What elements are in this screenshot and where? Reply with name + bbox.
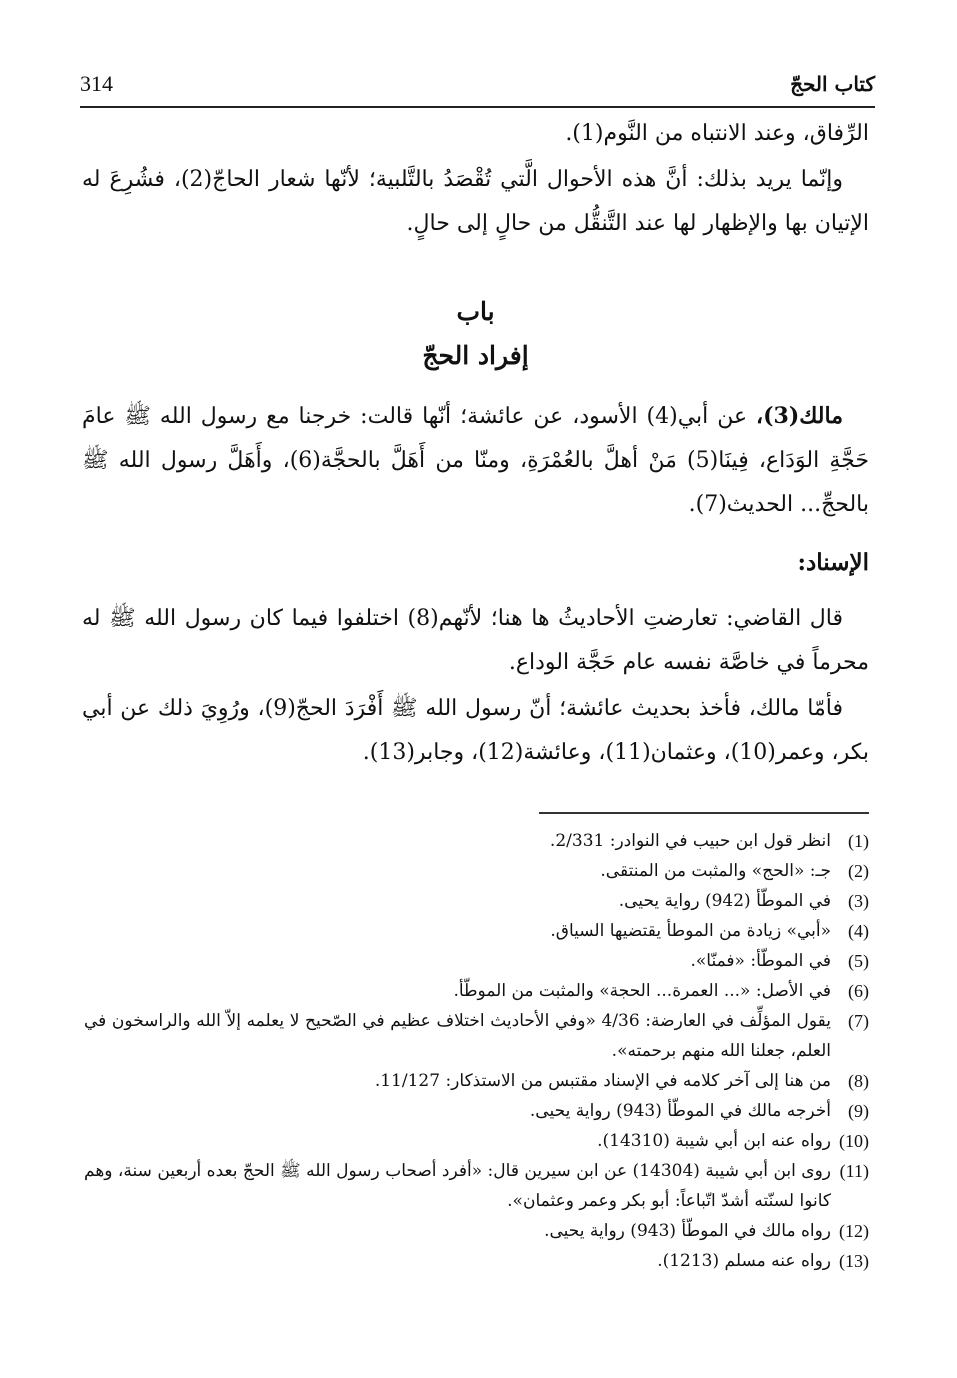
page-number: 314 (80, 71, 113, 96)
footnote-text: رواه عنه ابن أبي شيبة (14310). (597, 1131, 831, 1151)
hadith-lead: مالك(3)، (756, 403, 843, 429)
footnote-number: (9) (848, 1101, 869, 1121)
footnote-text: روى ابن أبي شيبة (14304) عن ابن سيرين قال: «أفرد أصحاب رسول الله ﷺ الحجّ بعده أربعين سنة، وهم كانوا لسنّته أشدّ اتّباعاً: أبو بكر وعمر وعثمان». (84, 1161, 831, 1211)
footnotes (84, 826, 869, 1276)
footnote-text: في الموطّأ: «فمنّا». (690, 951, 831, 971)
footnote-number: (1) (848, 831, 869, 851)
footnote (84, 1156, 869, 1216)
chapter-word: باب (456, 297, 495, 326)
footnote (84, 826, 869, 856)
footnote (84, 1006, 869, 1066)
footnote-number: (11) (839, 1161, 869, 1181)
footnote (84, 1126, 869, 1156)
footnote-number: (7) (848, 1011, 869, 1031)
footnote-text: «أبي» زيادة من الموطأ يقتضيها السياق. (550, 921, 831, 941)
footnote-number: (10) (839, 1131, 869, 1151)
footnote-text: جـ: «الحج» والمثبت من المنتقى. (600, 861, 831, 881)
footnote-text: أخرجه مالك في الموطّأ (943) رواية يحيى. (529, 1101, 831, 1121)
section-heading-isnad: الإسناد: (797, 549, 869, 576)
footnote (84, 1096, 869, 1126)
footnote-number: (2) (848, 861, 869, 881)
paragraph-talbiya: وإنّما يريد بذلك: أنَّ هذه الأحوال الَّتي تُقْصَدُ بالتَّلبية؛ لأنّها شعار الحاجّ(2)، فشُرِعَ له الإتيان بها والإظهار لها عند التَّنقُّل من حالٍ إلى حالٍ. (82, 167, 869, 236)
footnote-number: (6) (848, 981, 869, 1001)
hadith-text: عن أبي(4) الأسود، عن عائشة؛ أنّها قالت: خرجنا مع رسول الله ﷺ عامَ حَجَّةِ الوَدَاع، فِينَا(5) مَنْ أهلَّ بالعُمْرَةِ، ومنّا من أَهَلَّ بالحجَّة(6)، وأَهَلَّ رسول الله ﷺ بالحجِّ... الحديث(7). (82, 404, 869, 517)
running-header (80, 62, 875, 108)
book-title: كتاب الحجّ (790, 72, 875, 96)
hadith-paragraph (82, 394, 869, 527)
footnote-number: (12) (839, 1221, 869, 1241)
footnote (84, 856, 869, 886)
footnote (84, 946, 869, 976)
footnote-number: (8) (848, 1071, 869, 1091)
footnote-number: (3) (848, 891, 869, 911)
footnote-text: رواه عنه مسلم (1213). (657, 1251, 831, 1271)
footnote-number: (4) (848, 921, 869, 941)
footnote-text: من هنا إلى آخر كلامه في الإسناد مقتبس من الاستذكار: 11/127. (374, 1071, 831, 1091)
paragraph-malik: فأمّا مالك، فأخذ بحديث عائشة؛ أنّ رسول الله ﷺ أَفْرَدَ الحجّ(9)، ورُوِيَ ذلك عن أبي بكر، وعمر(10)، وعثمان(11)، وعائشة(12)، وجابر(13). (82, 696, 869, 765)
paragraph-qadi: قال القاضي: تعارضتِ الأحاديثُ ها هنا؛ لأنّهم(8) اختلفوا فيما كان رسول الله ﷺ له محرماً في خاصَّة نفسه عام حَجَّة الوداع. (82, 606, 869, 675)
footnote (84, 916, 869, 946)
footnote-number: (5) (848, 951, 869, 971)
footnote-text: انظر قول ابن حبيب في النوادر: 2/331. (549, 831, 831, 851)
footnote-number: (13) (839, 1251, 869, 1271)
footnote (84, 1066, 869, 1096)
footnote-text: رواه مالك في الموطّأ (943) رواية يحيى. (544, 1221, 831, 1241)
main-text (82, 112, 869, 775)
footnote (84, 976, 869, 1006)
footnote-text: في الموطّأ (942) رواية يحيى. (618, 891, 831, 911)
footnote-divider (539, 812, 869, 814)
chapter-title: إفراد الحجّ (422, 341, 529, 370)
footnote-text: في الأصل: «... العمرة... الحجة» والمثبت من الموطّأ. (453, 981, 831, 1001)
footnote (84, 1246, 869, 1276)
paragraph-continuation: الرِّفاق، وعند الانتباه من النَّوم(1). (565, 121, 869, 146)
footnote (84, 1216, 869, 1246)
footnote-text: يقول المؤلِّف في العارضة: 4/36 «وفي الأحاديث اختلاف عظيم في الصّحيح لا يعلمه إلاّ الله والراسخون في العلم، جعلنا الله منهم برحمته». (84, 1011, 832, 1061)
footnote (84, 886, 869, 916)
